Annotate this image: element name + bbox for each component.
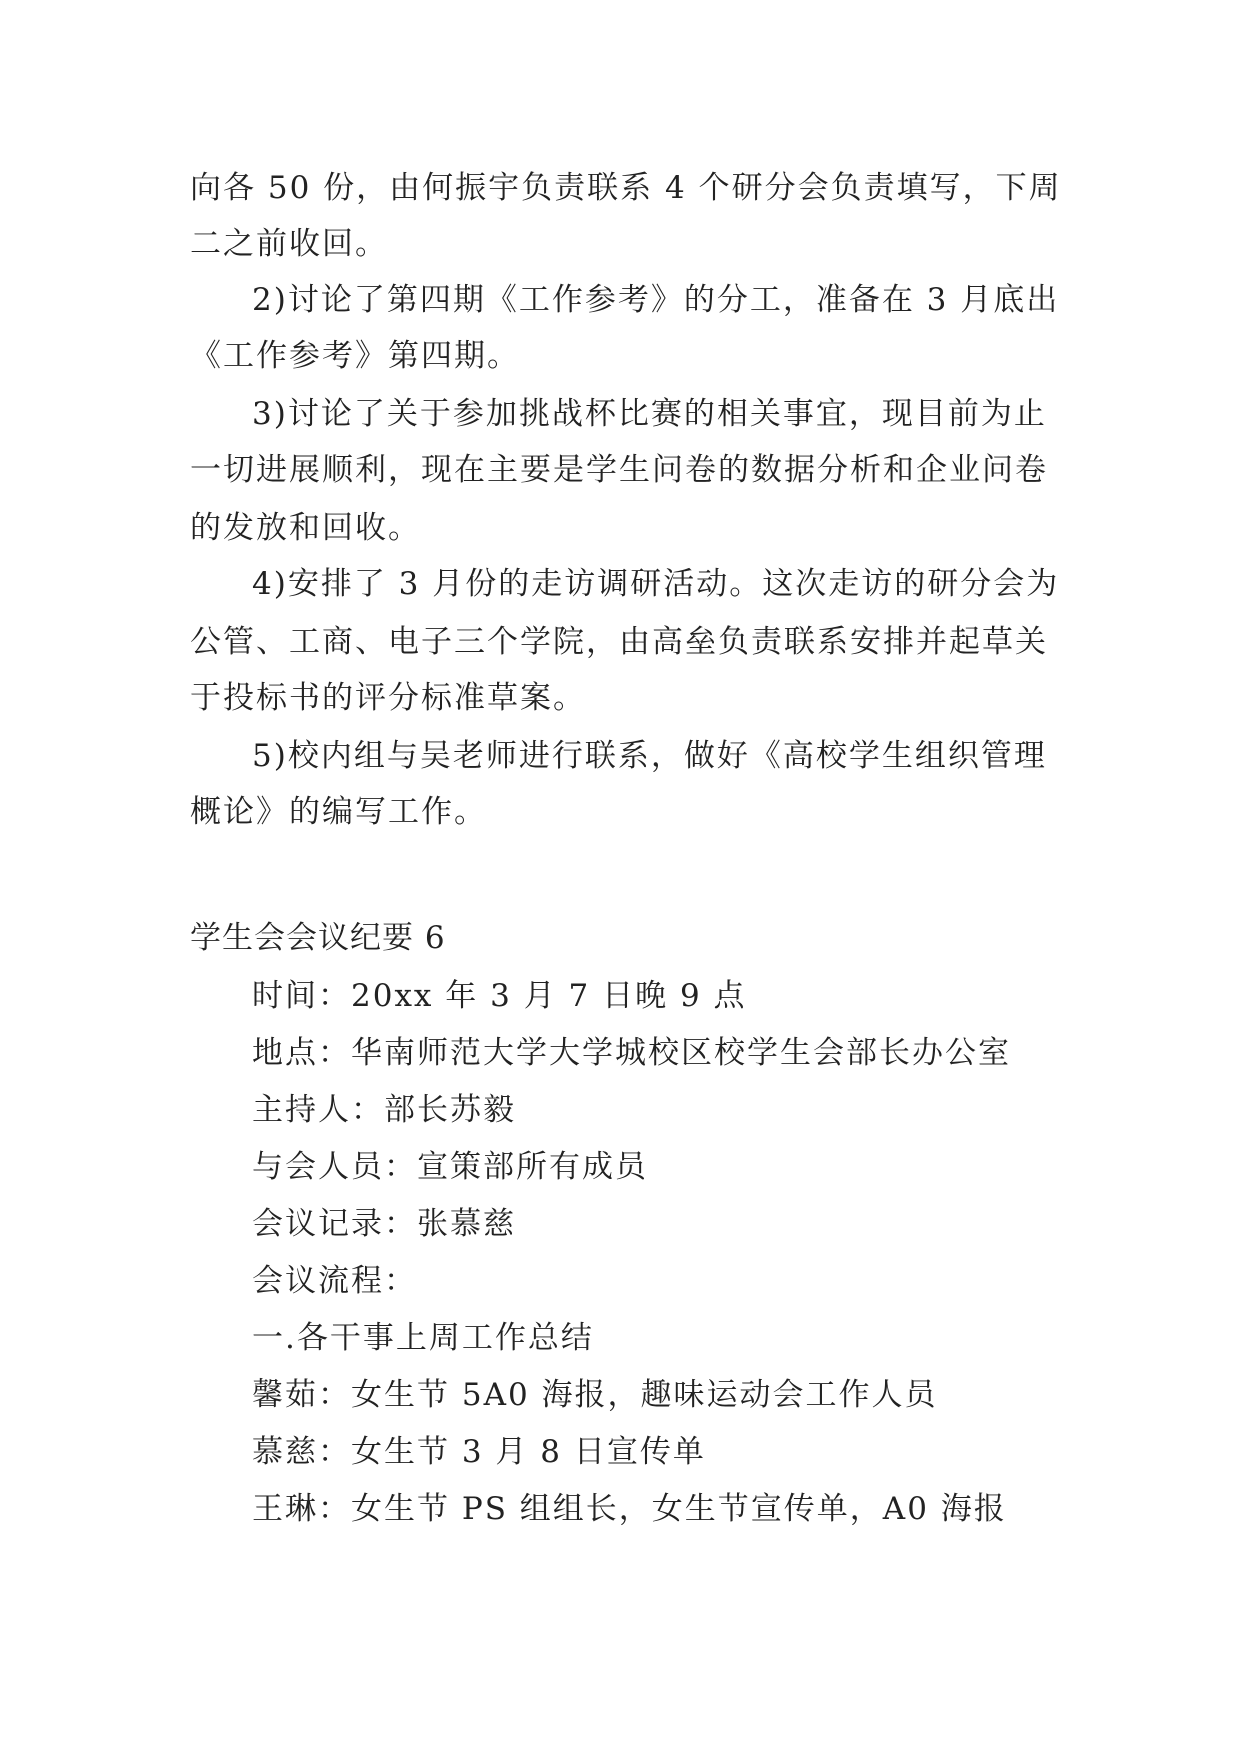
meeting-host: 主持人：部长苏毅 [252,1092,516,1128]
agenda-item-heading: 一.各干事上周工作总结 [252,1320,594,1356]
section-title: 学生会会议纪要 6 [190,920,446,956]
paragraph-line: 2)讨论了第四期《工作参考》的分工，准备在 3 月底出 [252,282,1060,318]
agenda-entry: 馨茹：女生节 5A0 海报，趣味运动会工作人员 [252,1377,938,1413]
meeting-process-label: 会议流程： [252,1263,417,1299]
paragraph-line: 概论》的编写工作。 [190,794,487,830]
paragraph-line: 一切进展顺利，现在主要是学生问卷的数据分析和企业问卷 [190,452,1048,488]
meeting-recorder: 会议记录：张慕慈 [252,1206,516,1242]
agenda-entry: 慕慈：女生节 3 月 8 日宣传单 [252,1434,706,1470]
paragraph-line: 公管、工商、电子三个学院，由高垒负责联系安排并起草关 [190,624,1048,660]
meeting-attendees: 与会人员：宣策部所有成员 [252,1149,648,1185]
meeting-time: 时间：20xx 年 3 月 7 日晚 9 点 [252,978,747,1014]
paragraph-line: 5)校内组与吴老师进行联系，做好《高校学生组织管理 [252,738,1047,774]
paragraph-line: 4)安排了 3 月份的走访调研活动。这次走访的研分会为 [252,566,1060,602]
paragraph-line: 的发放和回收。 [190,510,421,546]
paragraph-line: 二之前收回。 [190,226,388,262]
paragraph-line: 《工作参考》第四期。 [190,338,520,374]
paragraph-line: 向各 50 份，由何振宇负责联系 4 个研分会负责填写，下周 [190,170,1062,206]
paragraph-line: 3)讨论了关于参加挑战杯比赛的相关事宜，现目前为止 [252,396,1047,432]
meeting-location: 地点：华南师范大学大学城校区校学生会部长办公室 [252,1035,1011,1071]
paragraph-line: 于投标书的评分标准草案。 [190,680,586,716]
agenda-entry: 王琳：女生节 PS 组组长，女生节宣传单，A0 海报 [252,1491,1007,1527]
